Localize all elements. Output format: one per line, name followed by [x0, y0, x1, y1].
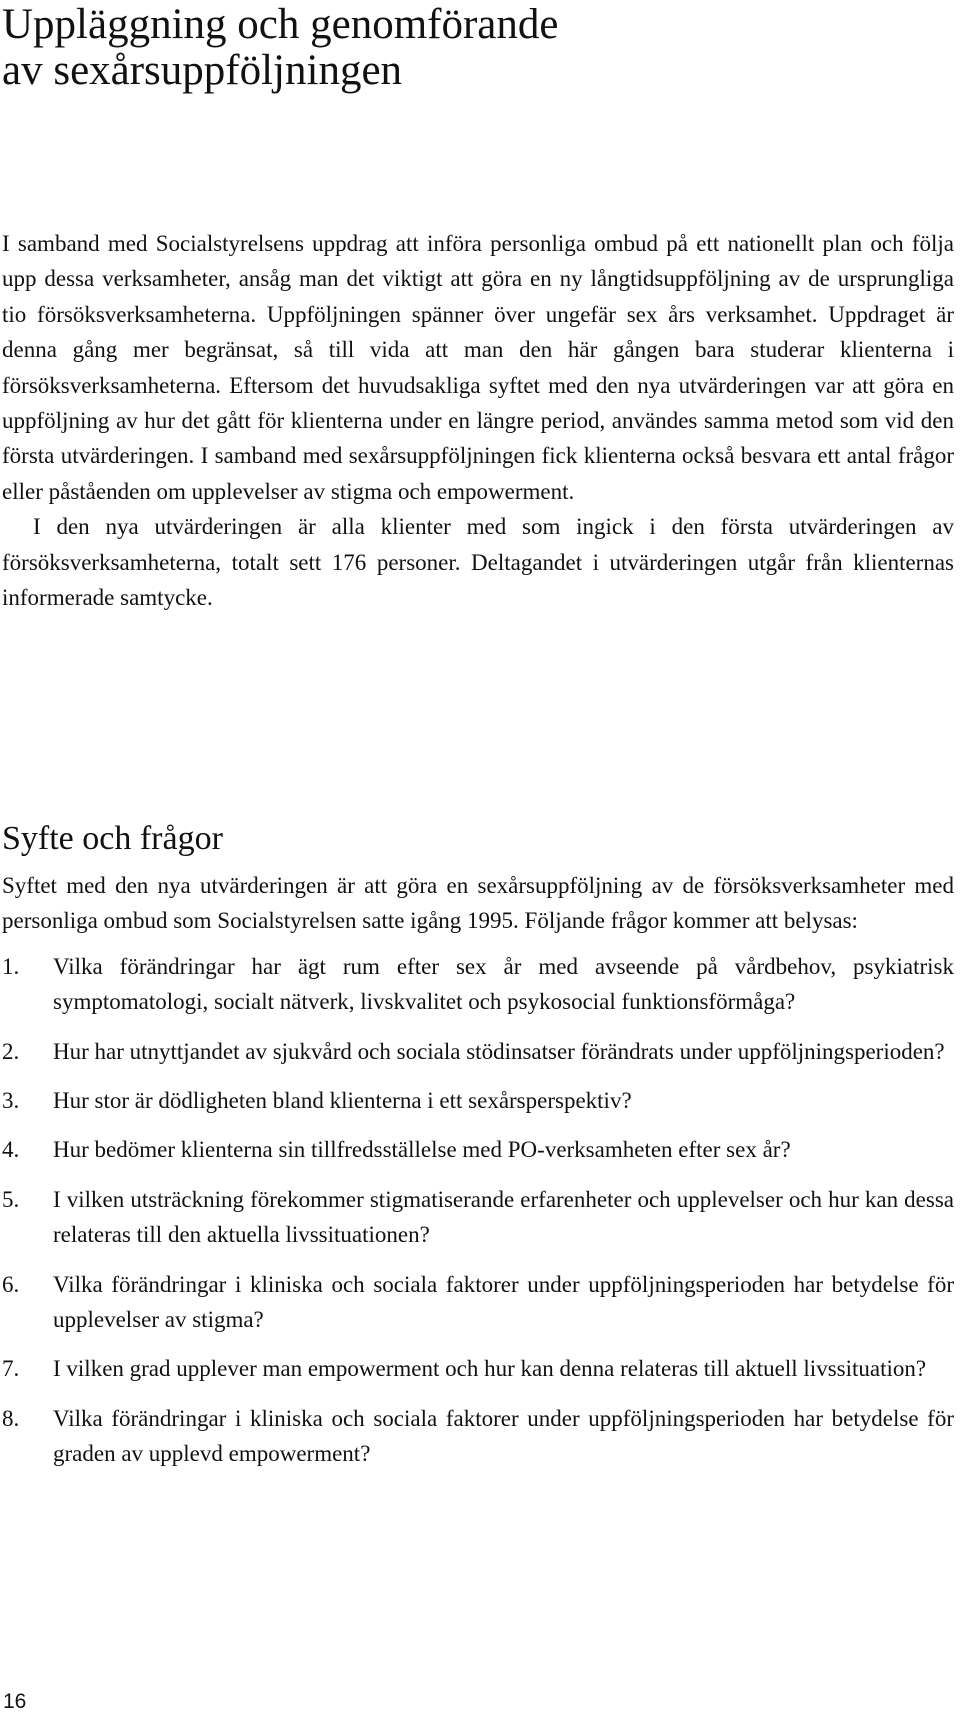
question-text: I vilken grad upplever man empowerment och hur kan denna relateras till aktuell livssituation?	[53, 1356, 927, 1382]
question-number: 7.	[2, 1356, 20, 1382]
chapter-title-line-2: av sexårsuppföljningen	[2, 47, 403, 94]
chapter-title-line-1: Uppläggning och genomförande	[2, 1, 559, 48]
question-text: Hur bedömer klienterna sin tillfredsställelse med PO-verksamheten efter sex år?	[53, 1137, 791, 1163]
question-text: Vilka förändringar i kliniska och sociala faktorer under uppföljningsperioden har betydelse för graden av upplevd empowerment?	[53, 1405, 954, 1467]
question-item	[2, 1267, 954, 1338]
purpose-paragraph: Syftet med den nya utvärderingen är att göra en sexårsuppföljning av de försöksverksamheter med personliga ombud som Socialstyrelsen satte igång 1995. Följande frågor kommer att belysas:	[2, 873, 954, 934]
question-text: Hur har utnyttjandet av sjukvård och sociala stödinsatser förändrats under uppföljningsperioden?	[53, 1038, 945, 1064]
question-text: Hur stor är dödligheten bland klienterna i ett sexårsperspektiv?	[53, 1088, 632, 1114]
question-text: Vilka förändringar i kliniska och sociala faktorer under uppföljningsperioden har betydelse för upplevelser av stigma?	[53, 1271, 954, 1333]
intro-paragraph-1: I samband med Socialstyrelsens uppdrag att införa personliga ombud på ett nationellt plan och följa upp dessa verksamheter, ansåg man det viktigt att göra en ny långtidsuppföljning av de ursprungliga tio försöksverksamheterna. Uppföljningen spänner över ungefär sex års verksamhet. Uppdraget är denna gång mer begränsat, så till vida att man den här gången bara studerar klienterna i försöksverksamheterna. Eftersom det huvudsakliga syftet med den nya utvärderingen var att göra en uppföljning av hur det gått för klienterna under en längre period, användes samma metod som vid den första utvärderingen. I samband med sexårsuppföljningen fick klienterna också besvara ett antal frågor eller påståenden om upplevelser av stigma och empowerment.	[2, 231, 954, 504]
question-number: 2.	[2, 1038, 20, 1064]
question-list	[2, 949, 954, 1472]
chapter-title	[2, 2, 942, 94]
question-number: 4.	[2, 1137, 20, 1163]
intro-paragraph-2: I den nya utvärderingen är alla klienter med som ingick i den första utvärderingen av försöksverksamheterna, totalt sett 176 personer. Deltagandet i utvärderingen utgår från klienternas informerade samtycke.	[2, 514, 954, 611]
question-number: 3.	[2, 1088, 20, 1114]
page-number: 16	[3, 1690, 27, 1713]
question-number: 6.	[2, 1271, 20, 1297]
question-item	[2, 1132, 954, 1167]
question-item	[2, 949, 954, 1020]
question-item	[2, 1401, 954, 1472]
question-number: 8.	[2, 1405, 20, 1431]
question-item	[2, 1034, 954, 1069]
purpose-section	[2, 868, 954, 1486]
question-number: 1.	[2, 953, 20, 979]
question-number: 5.	[2, 1186, 20, 1212]
section-heading: Syfte och frågor	[2, 820, 223, 857]
intro-section	[2, 226, 954, 615]
question-item	[2, 1182, 954, 1253]
question-item	[2, 1083, 954, 1118]
question-item	[2, 1351, 954, 1386]
question-text: Vilka förändringar har ägt rum efter sex år med avseende på vårdbehov, psykiatrisk symptomatologi, socialt nätverk, livskvalitet och psykosocial funktionsförmåga?	[53, 953, 954, 1015]
question-text: I vilken utsträckning förekommer stigmatiserande erfarenheter och upplevelser och hur kan dessa relateras till den aktuella livssituationen?	[53, 1186, 954, 1248]
